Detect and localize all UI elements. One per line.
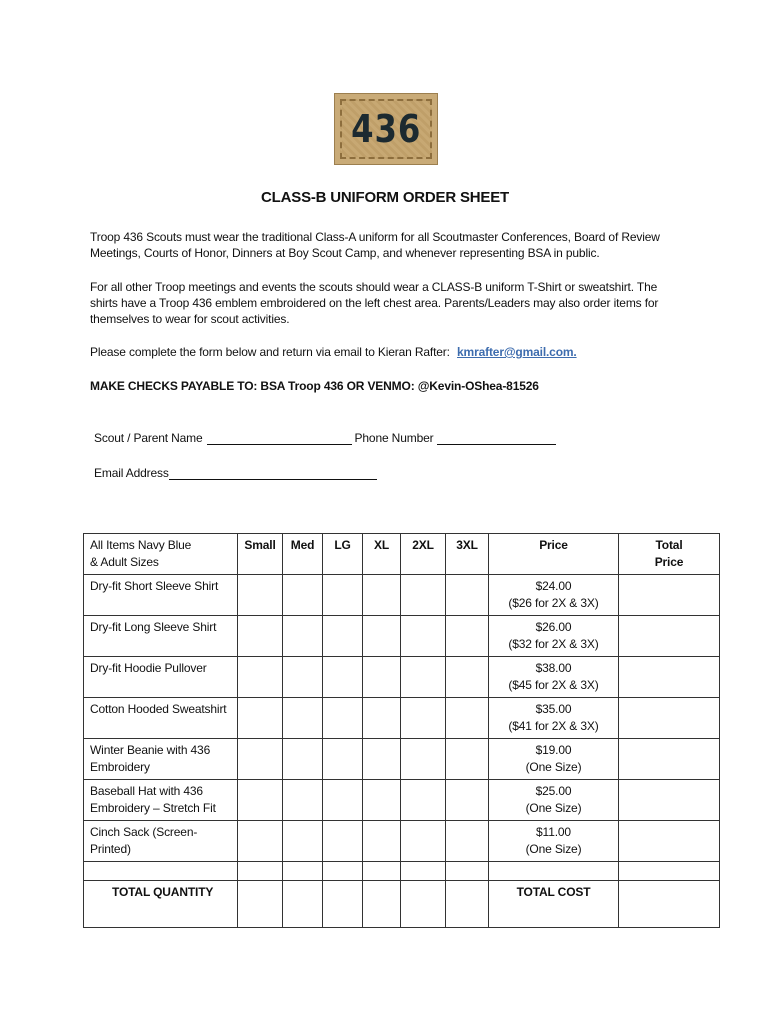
total-lg-cell[interactable] (323, 881, 363, 928)
qty-lg-cell[interactable] (323, 657, 363, 698)
qty-med-cell[interactable] (283, 657, 323, 698)
qty-3xl-cell[interactable] (446, 739, 489, 780)
item-name: Winter Beanie with 436 Embroidery (84, 739, 238, 780)
total-price-header: Total Price (619, 534, 720, 575)
qty-2xl-cell[interactable] (401, 575, 446, 616)
total-3xl-cell[interactable] (446, 881, 489, 928)
total-cost-label: TOTAL COST (489, 881, 619, 928)
patch-number: 436 (351, 107, 421, 151)
item-price: $38.00 ($45 for 2X & 3X) (489, 657, 619, 698)
total-small-cell[interactable] (238, 881, 283, 928)
return-email-link[interactable]: kmrafter@gmail.com. (457, 345, 577, 359)
qty-xl-cell[interactable] (363, 780, 401, 821)
page-title: CLASS-B UNIFORM ORDER SHEET (261, 189, 509, 206)
table-row (84, 780, 720, 821)
row-total-cell[interactable] (619, 780, 720, 821)
item-price: $25.00 (One Size) (489, 780, 619, 821)
item-name: Dry-fit Short Sleeve Shirt (84, 575, 238, 616)
total-xl-cell[interactable] (363, 881, 401, 928)
qty-lg-cell[interactable] (323, 821, 363, 862)
size-header-med: Med (283, 534, 323, 575)
email-label: Email Address (94, 466, 169, 480)
payment-instructions: MAKE CHECKS PAYABLE TO: BSA Troop 436 OR VENMO: @Kevin-OShea-81526 (90, 379, 539, 393)
troop-patch-logo (334, 93, 438, 165)
row-total-cell[interactable] (619, 657, 720, 698)
table-row (84, 698, 720, 739)
patch-embroidery (340, 99, 432, 159)
qty-3xl-cell[interactable] (446, 698, 489, 739)
table-row (84, 739, 720, 780)
qty-xl-cell[interactable] (363, 698, 401, 739)
table-row (84, 657, 720, 698)
table-row (84, 821, 720, 862)
table-row (84, 575, 720, 616)
qty-small-cell[interactable] (238, 575, 283, 616)
qty-xl-cell[interactable] (363, 821, 401, 862)
totals-row (84, 881, 720, 928)
table-header-row (84, 534, 720, 575)
return-instructions (90, 344, 660, 360)
total-2xl-cell[interactable] (401, 881, 446, 928)
qty-med-cell[interactable] (283, 698, 323, 739)
size-header-lg: LG (323, 534, 363, 575)
row-total-cell[interactable] (619, 821, 720, 862)
qty-med-cell[interactable] (283, 821, 323, 862)
qty-xl-cell[interactable] (363, 575, 401, 616)
qty-3xl-cell[interactable] (446, 575, 489, 616)
price-header: Price (489, 534, 619, 575)
table-row (84, 616, 720, 657)
qty-med-cell[interactable] (283, 575, 323, 616)
size-header-small: Small (238, 534, 283, 575)
qty-small-cell[interactable] (238, 739, 283, 780)
order-table (83, 533, 720, 928)
item-name: Cinch Sack (Screen- Printed) (84, 821, 238, 862)
qty-small-cell[interactable] (238, 698, 283, 739)
return-text: Please complete the form below and return via email to Kieran Rafter: (90, 345, 450, 359)
qty-xl-cell[interactable] (363, 657, 401, 698)
qty-xl-cell[interactable] (363, 616, 401, 657)
item-price: $24.00 ($26 for 2X & 3X) (489, 575, 619, 616)
row-total-cell[interactable] (619, 739, 720, 780)
name-label: Scout / Parent Name (94, 431, 203, 445)
item-price: $35.00 ($41 for 2X & 3X) (489, 698, 619, 739)
phone-label: Phone Number (354, 431, 434, 445)
phone-field[interactable] (437, 430, 556, 445)
intro-paragraph-class-a: Troop 436 Scouts must wear the traditional Class-A uniform for all Scoutmaster Conferences, Board of Review Meetings, Courts of Honor, Dinners at Boy Scout Camp, and whenever representing BSA in public. (90, 230, 660, 260)
qty-2xl-cell[interactable] (401, 657, 446, 698)
qty-3xl-cell[interactable] (446, 657, 489, 698)
qty-small-cell[interactable] (238, 780, 283, 821)
item-price: $26.00 ($32 for 2X & 3X) (489, 616, 619, 657)
item-price: $19.00 (One Size) (489, 739, 619, 780)
intro-paragraph-class-b: For all other Troop meetings and events the scouts should wear a CLASS-B uniform T-Shirt or sweatshirt. The shirts have a Troop 436 emblem embroidered on the left chest area. Parents/Leaders may also order items for themselves to wear for scout activities. (90, 280, 659, 326)
qty-med-cell[interactable] (283, 780, 323, 821)
qty-3xl-cell[interactable] (446, 821, 489, 862)
row-total-cell[interactable] (619, 616, 720, 657)
qty-med-cell[interactable] (283, 739, 323, 780)
qty-lg-cell[interactable] (323, 780, 363, 821)
qty-3xl-cell[interactable] (446, 780, 489, 821)
row-total-cell[interactable] (619, 575, 720, 616)
blank-row (84, 862, 720, 881)
qty-3xl-cell[interactable] (446, 616, 489, 657)
qty-2xl-cell[interactable] (401, 821, 446, 862)
qty-small-cell[interactable] (238, 821, 283, 862)
qty-2xl-cell[interactable] (401, 780, 446, 821)
total-cost-cell[interactable] (619, 881, 720, 928)
size-header-2xl: 2XL (401, 534, 446, 575)
qty-xl-cell[interactable] (363, 739, 401, 780)
name-field[interactable] (207, 430, 352, 445)
qty-lg-cell[interactable] (323, 575, 363, 616)
qty-2xl-cell[interactable] (401, 616, 446, 657)
items-header: All Items Navy Blue & Adult Sizes (84, 534, 238, 575)
qty-2xl-cell[interactable] (401, 739, 446, 780)
item-name: Cotton Hooded Sweatshirt (84, 698, 238, 739)
qty-small-cell[interactable] (238, 616, 283, 657)
size-header-xl: XL (363, 534, 401, 575)
email-row (94, 465, 377, 480)
name-phone-row (94, 430, 556, 445)
item-name: Dry-fit Long Sleeve Shirt (84, 616, 238, 657)
item-name: Baseball Hat with 436 Embroidery – Stretch Fit (84, 780, 238, 821)
total-med-cell[interactable] (283, 881, 323, 928)
total-quantity-label: TOTAL QUANTITY (84, 881, 238, 928)
email-field[interactable] (169, 465, 377, 480)
item-price: $11.00 (One Size) (489, 821, 619, 862)
qty-lg-cell[interactable] (323, 616, 363, 657)
qty-lg-cell[interactable] (323, 698, 363, 739)
qty-med-cell[interactable] (283, 616, 323, 657)
row-total-cell[interactable] (619, 698, 720, 739)
qty-2xl-cell[interactable] (401, 698, 446, 739)
size-header-3xl: 3XL (446, 534, 489, 575)
qty-lg-cell[interactable] (323, 739, 363, 780)
item-name: Dry-fit Hoodie Pullover (84, 657, 238, 698)
qty-small-cell[interactable] (238, 657, 283, 698)
